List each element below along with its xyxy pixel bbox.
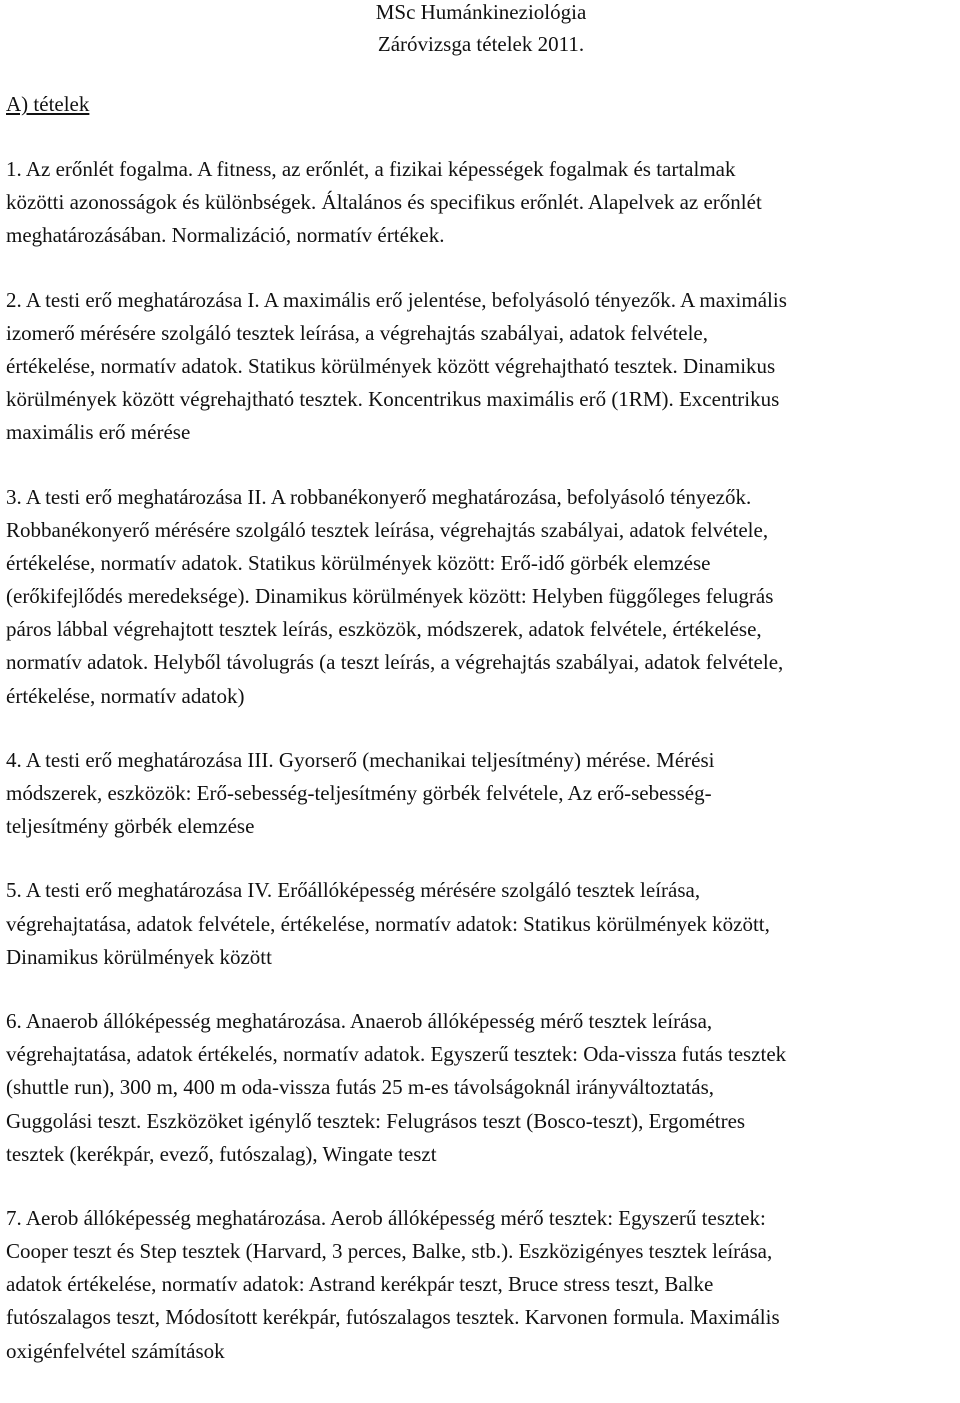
topic-line: Dinamikus körülmények között [6,944,272,969]
section-title: A) tételek [6,92,90,116]
topic-line: meghatározásában. Normalizáció, normatív értékek. [6,223,445,248]
topic-item-1 [6,153,956,253]
topic-line: értékelése, normatív adatok. Statikus körülmények között végrehajtható tesztek. Dinamikus [6,353,776,378]
topic-list [6,153,956,1368]
topic-item-6 [6,1005,956,1171]
topic-line: Guggolási teszt. Eszközöket igénylő tesztek: Felugrásos teszt (Bosco-teszt), Ergométres [6,1108,746,1133]
topic-line: körülmények között végrehajtható tesztek. Koncentrikus maximális erő (1RM). Excentrikus [6,387,780,412]
topic-line: Cooper teszt és Step tesztek (Harvard, 3 perces, Balke, stb.). Eszközigényes tesztek leírása, [6,1239,773,1264]
topic-line: 4. A testi erő meghatározása III. Gyorserő (mechanikai teljesítmény) mérése. Mérési [6,747,715,772]
topic-line: értékelése, normatív adatok) [6,683,245,708]
topic-line: 3. A testi erő meghatározása II. A robbanékonyerő meghatározása, befolyásoló tényezők. [6,484,752,509]
topic-line: (shuttle run), 300 m, 400 m oda-vissza futás 25 m-es távolságoknál irányváltoztatás, [6,1075,715,1100]
topic-line: végrehajtatása, adatok felvétele, értékelése, normatív adatok: Statikus körülmények között, [6,911,770,936]
topic-item-7 [6,1202,956,1368]
topic-line: 6. Anaerob állóképesség meghatározása. Anaerob állóképesség mérő tesztek leírása, [6,1008,713,1033]
document-header [6,0,956,60]
topic-line: 7. Aerob állóképesség meghatározása. Aerob állóképesség mérő tesztek: Egyszerű tesztek: [6,1205,766,1230]
topic-line: 1. Az erőnlét fogalma. A fitness, az erőnlét, a fizikai képességek fogalmak és tartalmak [6,157,736,181]
topic-line: maximális erő mérése [6,420,191,445]
header-subtitle: Záróvizsga tételek 2011. [377,32,585,56]
topic-line: izomerő mérésére szolgáló tesztek leírása, a végrehajtás szabályai, adatok felvétele, [6,320,708,345]
topic-line: normatív adatok. Helyből távolugrás (a teszt leírás, a végrehajtás szabályai, adatok felvétele, [6,650,784,675]
topic-line: oxigénfelvétel számítások [6,1338,225,1363]
topic-line: értékelése, normatív adatok. Statikus körülmények között: Erő-idő görbék elemzése [6,550,711,575]
topic-line: végrehajtatása, adatok értékelés, normatív adatok. Egyszerű tesztek: Oda-vissza futás tesztek [6,1042,787,1067]
topic-line: 2. A testi erő meghatározása I. A maximális erő jelentése, befolyásoló tényezők. A maximális [6,287,787,312]
document-page [6,0,956,1368]
topic-line: 5. A testi erő meghatározása IV. Erőállóképesség mérésére szolgáló tesztek leírása, [6,878,701,903]
topic-item-3 [6,481,956,713]
topic-item-4 [6,744,956,844]
topic-line: Robbanékonyerő mérésére szolgáló tesztek leírása, végrehajtás szabályai, adatok felvétele, [6,517,769,542]
topic-line: tesztek (kerékpár, evező, futószalag), Wingate teszt [6,1141,437,1166]
topic-line: adatok értékelése, normatív adatok: Astrand kerékpár teszt, Bruce stress teszt, Balke [6,1272,714,1297]
header-title: MSc Humánkineziológia [375,0,587,24]
topic-line: futószalagos teszt, Módosított kerékpár, futószalagos tesztek. Karvonen formula. Maximális [6,1305,780,1330]
topic-line: (erőkifejlődés meredeksége). Dinamikus körülmények között: Helyben függőleges felugrás [6,584,774,609]
topic-line: módszerek, eszközök: Erő-sebesség-teljesítmény görbék felvétele, Az erő-sebesség- [6,781,712,805]
topic-item-2 [6,284,956,450]
topic-item-5 [6,874,956,974]
topic-line: teljesítmény görbék elemzése [6,814,255,839]
topic-line: páros lábbal végrehajtott tesztek leírás, eszközök, módszerek, adatok felvétele, értékelése, [6,617,762,642]
topic-line: közötti azonosságok és különbségek. Általános és specifikus erőnlét. Alapelvek az erőnlét [6,190,762,215]
